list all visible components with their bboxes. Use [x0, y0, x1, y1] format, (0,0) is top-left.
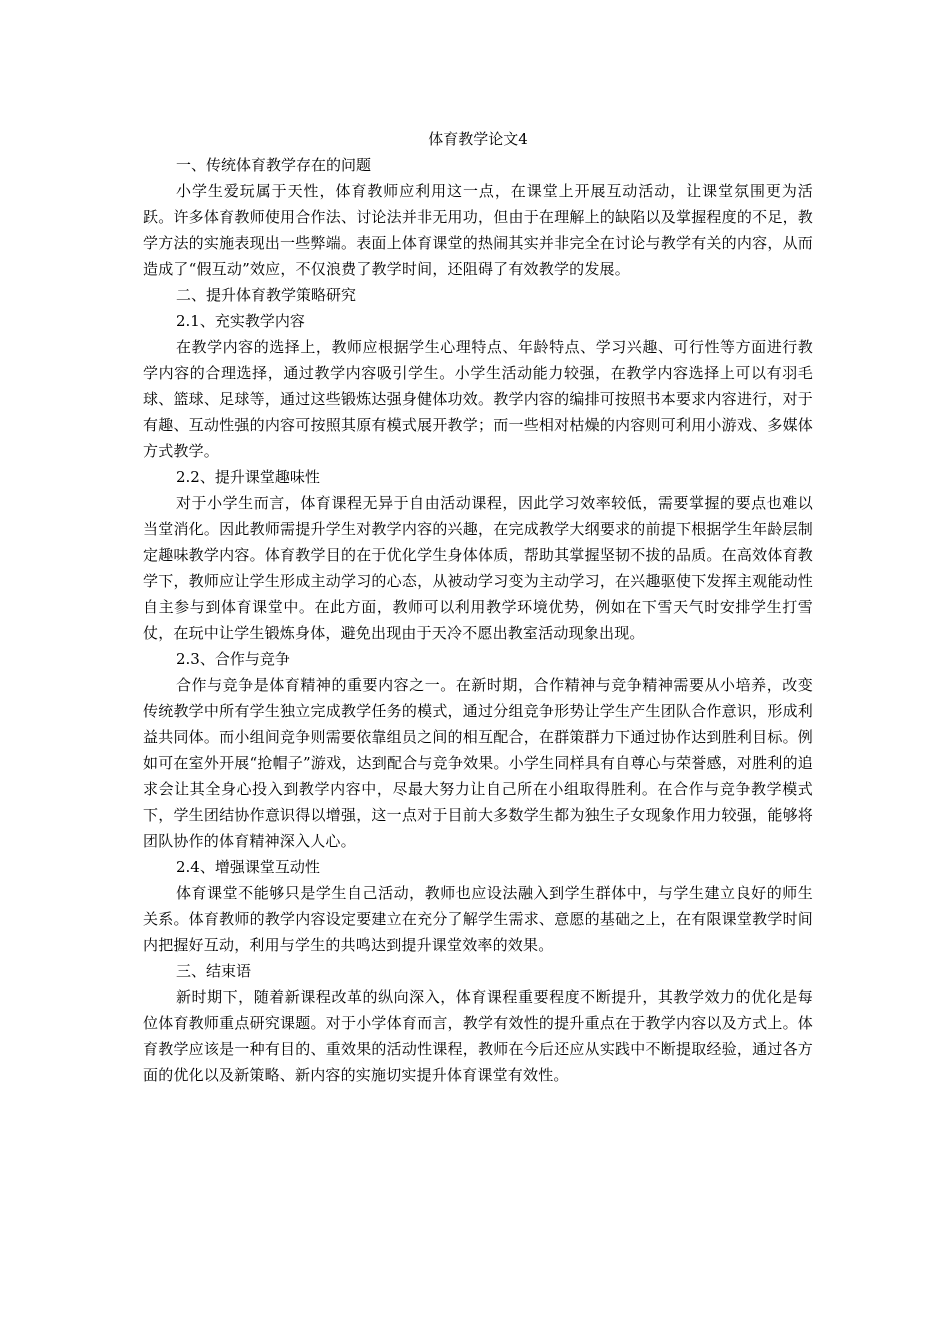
- subsection-heading: 2.4、增强课堂互动性: [176, 858, 320, 876]
- body-paragraph: 在教学内容的选择上，教师应根据学生心理特点、年龄特点、学习兴趣、可行性等方面进行教学内容的合理选择，通过教学内容吸引学生。小学生活动能力较强，在教学内容选择上可以有羽毛球、篮球、足球等，通过这些锻炼达强身健体功效。教学内容的编排可按照书本要求内容进行，对于有趣、互动性强的内容可按照其原有模式展开教学；而一些相对枯燥的内容则可利用小游戏、多媒体方式教学。: [143, 338, 813, 460]
- document-title: 体育教学论文4: [428, 130, 528, 148]
- document-page: [143, 126, 813, 1088]
- subsection-heading: 2.3、合作与竞争: [176, 650, 290, 668]
- body-paragraph: 合作与竞争是体育精神的重要内容之一。在新时期，合作精神与竞争精神需要从小培养，改变传统教学中所有学生独立完成教学任务的模式，通过分组竞争形势让学生产生团队合作意识，形成利益共同体。而小组间竞争则需要依靠组员之间的相互配合，在群策群力下通过协作达到胜利目标。例如可在室外开展“抢帽子”游戏，达到配合与竞争效果。小学生同样具有自尊心与荣誉感，对胜利的追求会让其全身心投入到教学内容中，尽最大努力让自己所在小组取得胜利。在合作与竞争教学模式下，学生团结协作意识得以增强，这一点对于目前大多数学生都为独生子女现象作用力较强，能够将团队协作的体育精神深入人心。: [143, 676, 813, 850]
- section-heading: 二、提升体育教学策略研究: [176, 286, 357, 304]
- body-paragraph: 小学生爱玩属于天性，体育教师应利用这一点，在课堂上开展互动活动，让课堂氛围更为活跃。许多体育教师使用合作法、讨论法并非无用功，但由于在理解上的缺陷以及掌握程度的不足，教学方法的实施表现出一些弊端。表面上体育课堂的热闹其实并非完全在讨论与教学有关的内容，从而造成了“假互动”效应，不仅浪费了教学时间，还阻碍了有效教学的发展。: [143, 182, 813, 278]
- body-paragraph: 对于小学生而言，体育课程无异于自由活动课程，因此学习效率较低，需要掌握的要点也难以当堂消化。因此教师需提升学生对教学内容的兴趣，在完成教学大纲要求的前提下根据学生年龄层制定趣味教学内容。体育教学目的在于优化学生身体体质，帮助其掌握坚韧不拔的品质。在高效体育教学下，教师应让学生形成主动学习的心态，从被动学习变为主动学习，在兴趣驱使下发挥主观能动性自主参与到体育课堂中。在此方面，教师可以利用教学环境优势，例如在下雪天气时安排学生打雪仗，在玩中让学生锻炼身体，避免出现由于天冷不愿出教室活动现象出现。: [143, 494, 813, 642]
- subsection-heading: 2.1、充实教学内容: [176, 312, 305, 330]
- body-paragraph: 体育课堂不能够只是学生自己活动，教师也应设法融入到学生群体中，与学生建立良好的师生关系。体育教师的教学内容设定要建立在充分了解学生需求、意愿的基础之上，在有限课堂教学时间内把握好互动，利用与学生的共鸣达到提升课堂效率的效果。: [143, 884, 813, 954]
- section-heading: 一、传统体育教学存在的问题: [176, 156, 372, 174]
- body-paragraph: 新时期下，随着新课程改革的纵向深入，体育课程重要程度不断提升，其教学效力的优化是每位体育教师重点研究课题。对于小学体育而言，教学有效性的提升重点在于教学内容以及方式上。体育教学应该是一种有目的、重效果的活动性课程，教师在今后还应从实践中不断提取经验，通过各方面的优化以及新策略、新内容的实施切实提升体育课堂有效性。: [143, 988, 813, 1084]
- section-heading: 三、结束语: [176, 962, 252, 980]
- subsection-heading: 2.2、提升课堂趣味性: [176, 468, 320, 486]
